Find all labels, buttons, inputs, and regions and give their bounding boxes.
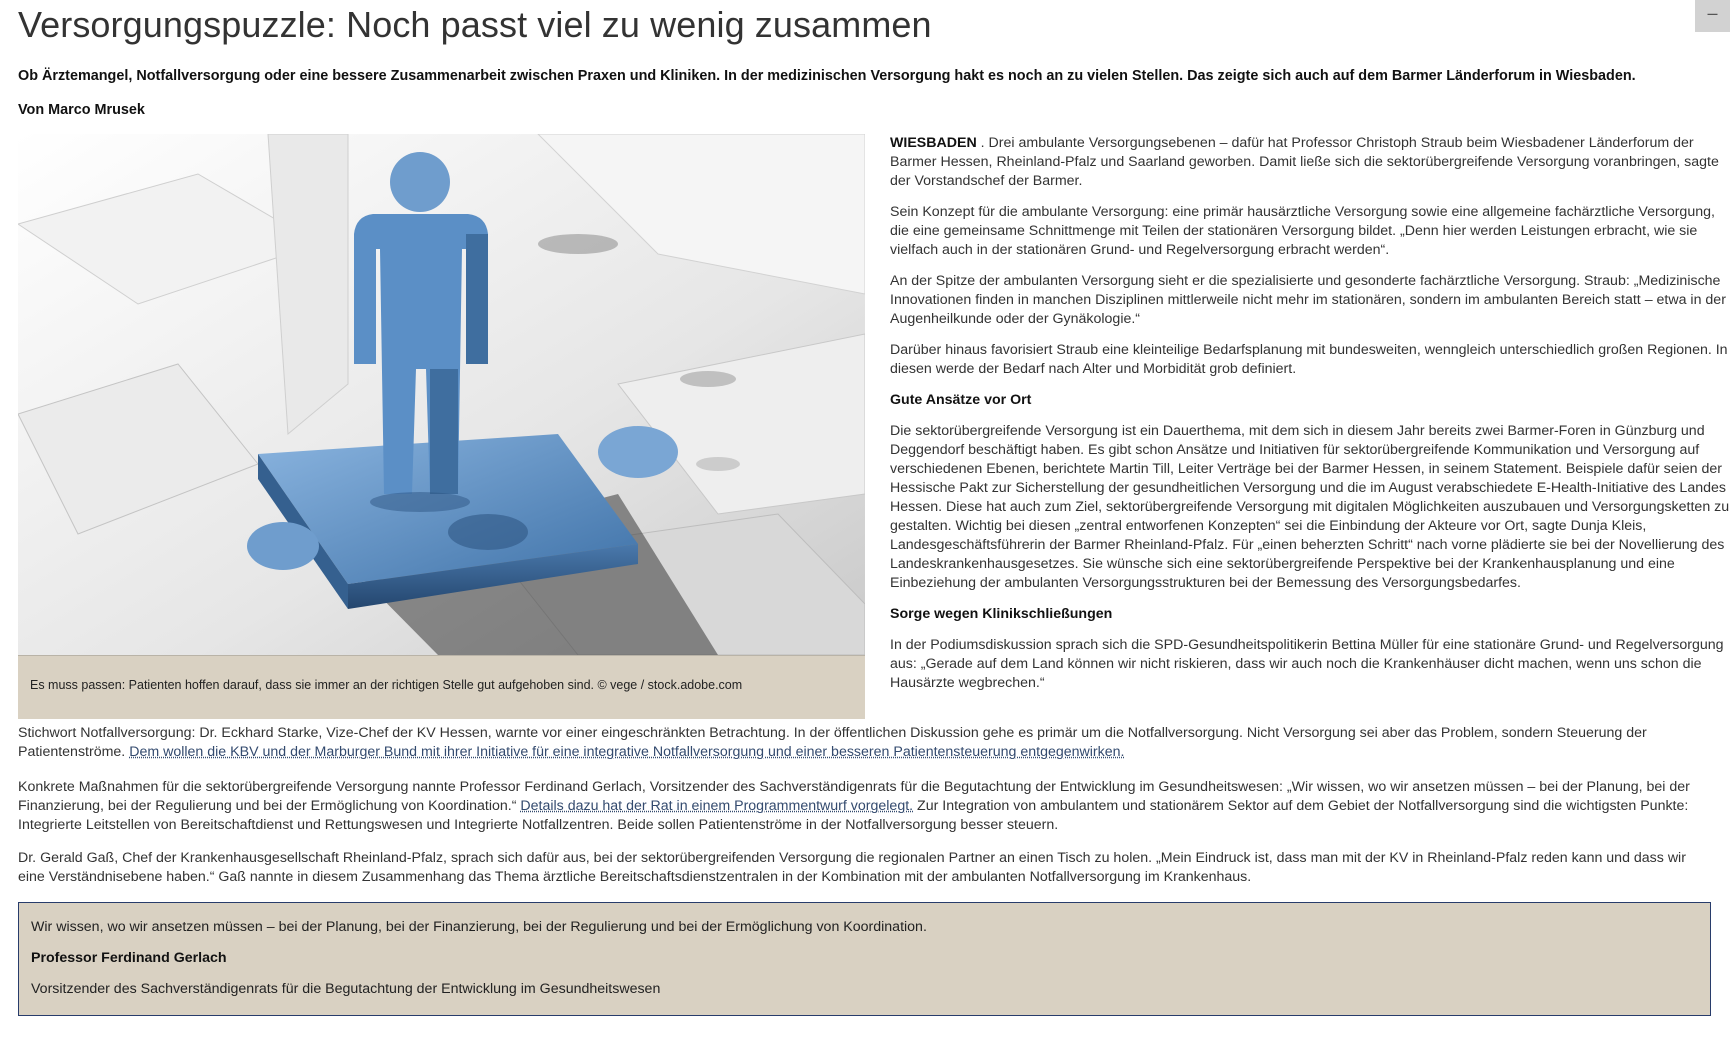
- paragraph: Stichwort Notfallversorgung: Dr. Eckhard Starke, Vize-Chef der KV Hessen, warnte vor einer eingeschränkten Betrachtung. In der öffentlichen Diskussion gehe es primär um die Notfallversorgung. Nicht Versorgung sei aber das Problem, sondern Steuerung der Patientenströme. Dem wollen die KBV und der Marburger Bund mit ihrer Initiative für eine integrative Notfallversorgung und einer besseren Patientensteuerung entgegenwirken.: [18, 725, 1647, 760]
- section-heading: Gute Ansätze vor Ort: [890, 392, 1032, 408]
- programmentwurf-link[interactable]: Details dazu hat der Rat in einem Programmentwurf vorgelegt.: [520, 798, 914, 814]
- article-author: Von Marco Mrusek: [18, 102, 145, 118]
- quote-author: Professor Ferdinand Gerlach: [31, 950, 227, 966]
- section-heading: Sorge wegen Klinikschließungen: [890, 606, 1113, 622]
- paragraph: Sein Konzept für die ambulante Versorgung: eine primär hausärztliche Versorgung sowie eine allgemeine fachärztliche Versorgung, die eine gemeinsame Schnittmenge mit Teilen der stationären Versorgung bildet. „Denn hier werden Leistungen erbracht, wie sie vielfach auch in der stationären Grund- und Regelversorgung erbracht werden“.: [890, 204, 1715, 258]
- article-figure: [18, 134, 865, 720]
- puzzle-person-image: [18, 134, 865, 655]
- quote-text: Wir wissen, wo wir ansetzen müssen – bei der Planung, bei der Finanzierung, bei der Regulierung und bei der Ermöglichung von Koordination.: [31, 919, 927, 935]
- article-body-right-column: [890, 134, 1730, 705]
- quote-author-role: Vorsitzender des Sachverständigenrats für die Begutachtung der Entwicklung im Gesundheitswesen: [31, 981, 661, 997]
- minimize-button[interactable]: –: [1695, 0, 1730, 32]
- kbv-initiative-link[interactable]: Dem wollen die KBV und der Marburger Bund mit ihrer Initiative für eine integrative Notfallversorgung und einer besseren Patientensteuerung entgegenwirken.: [129, 744, 1125, 760]
- pull-quote: [18, 902, 1711, 1016]
- page-title: Versorgungspuzzle: Noch passt viel zu wenig zusammen: [18, 4, 932, 45]
- paragraph: In der Podiumsdiskussion sprach sich die SPD-Gesundheitspolitikerin Bettina Müller für eine stationäre Grund- und Regelversorgung aus: „Gerade auf dem Land können wir nicht riskieren, dass wir auch noch die Krankenhäuser dicht machen, wenn uns schon die Hausärzte wegbrechen.“: [890, 637, 1724, 691]
- paragraph: Dr. Gerald Gaß, Chef der Krankenhausgesellschaft Rheinland-Pfalz, sprach sich dafür aus, bei der sektorübergreifenden Versorgung die regionalen Partner an einen Tisch zu holen. „Mein Eindruck ist, dass man mit der KV in Rheinland-Pfalz reden kann und dass wir eine Verständnisebene haben.“ Gaß nannte in diesem Zusammenhang das Thema ärztliche Bereitschaftsdienstzentralen in der Kombination mit der ambulanten Notfallversorgung im Krankenhaus.: [18, 850, 1686, 885]
- paragraph: An der Spitze der ambulanten Versorgung sieht er die spezialisierte und gesonderte fachärztliche Versorgung. Straub: „Medizinische Innovationen finden in manchen Disziplinen mittlerweile nicht mehr im stationären, sondern im ambulanten Bereich statt – etwa in der Augenheilkunde oder der Gynäkologie.“: [890, 273, 1726, 327]
- paragraph: WIESBADEN . Drei ambulante Versorgungsebenen – dafür hat Professor Christoph Straub beim Wiesbadener Länderforum der Barmer Hessen, Rheinland-Pfalz und Saarland geworben. Damit ließe sich die sektorübergreifende Versorgung voranbringen, sagte der Vorstandschef der Barmer.: [890, 135, 1719, 189]
- paragraph: Darüber hinaus favorisiert Straub eine kleinteilige Bedarfsplanung mit bundesweiten, wenngleich unterschiedlich großen Regionen. In diesen werde der Bedarf nach Alter und Morbidität grob definiert.: [890, 342, 1728, 377]
- paragraph: Konkrete Maßnahmen für die sektorübergreifende Versorgung nannte Professor Ferdinand Gerlach, Vorsitzender des Sachverständigenrats für die Begutachtung der Entwicklung im Gesundheitswesen: „Wir wissen, wo wir ansetzen müssen – bei der Planung, bei der Finanzierung, bei der Regulierung und bei der Ermöglichung von Koordination.“ Details dazu hat der Rat in einem Programmentwurf vorgelegt. Zur Integration von ambulantem und stationärem Sektor auf dem Gebiet der Notfallversorgung sind die wichtigsten Punkte: Integrierte Leitstellen von Bereitschaftdienst und Rettungswesen und Integrierte Notfallzentren. Beide sollen Patientenströme in der Notfallversorgung besser steuern.: [18, 779, 1690, 833]
- image-caption: Es muss passen: Patienten hoffen darauf, dass sie immer an der richtigen Stelle gut aufgehoben sind. © vege / stock.adobe.com: [18, 655, 865, 719]
- dateline: WIESBADEN: [890, 135, 977, 151]
- paragraph: Die sektorübergreifende Versorgung ist ein Dauerthema, mit dem sich in diesem Jahr bereits zwei Barmer-Foren in Günzburg und Deggendorf beschäftigt haben. Es gibt schon Ansätze und Initiativen für sektorübergreifende Kommunikation und Versorgung auf verschiedenen Ebenen, berichtete Martin Till, Leiter Verträge bei der Barmer Hessen, in seinem Statement. Beispiele dafür seien der Hessische Pakt zur Sicherstellung der gesundheitlichen Versorgung und die im August verabschiedete E-Health-Initiative des Landes Hessen. Diese hat auch zum Ziel, sektorübergreifende Versorgung mit digitalen Möglichkeiten auszubauen und Versorgungsketten zu gestalten. Wichtig bei diesen „zentral entworfenen Konzepten“ sei die Einbindung der Akteure vor Ort, sagte Dunja Kleis, Landesgeschäftsführerin der Barmer Rheinland-Pfalz. Für „einen beherzten Schritt“ nach vorne plädierte sie bei der Novellierung des Landeskrankenhausgesetzes. Sie wünsche sich eine sektorübergreifende Perspektive bei der Krankenhausplanung und eine Einbeziehung der ambulanten Versorgungsstrukturen bei der Bemessung des Versorgungsbedarfes.: [890, 423, 1730, 591]
- article-lead: Ob Ärztemangel, Notfallversorgung oder eine bessere Zusammenarbeit zwischen Praxen und Kliniken. In der medizinischen Versorgung hakt es noch an zu vielen Stellen. Das zeigte sich auch auf dem Barmer Länderforum in Wiesbaden.: [18, 68, 1636, 84]
